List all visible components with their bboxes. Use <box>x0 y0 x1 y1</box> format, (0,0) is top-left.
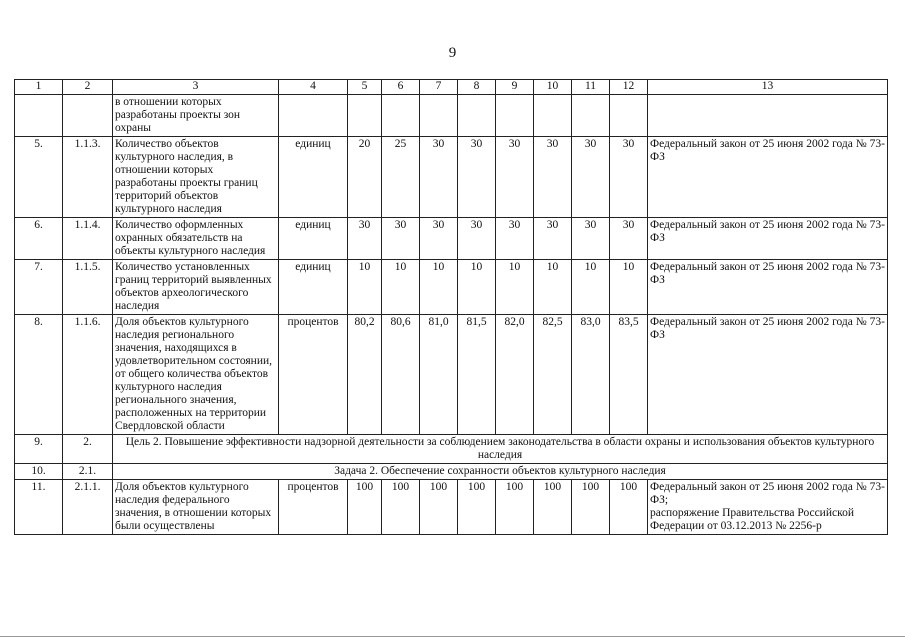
legal-basis: Федеральный закон от 25 июня 2002 года № 73-ФЗ <box>648 260 888 315</box>
value-cell: 82,5 <box>534 315 572 435</box>
value-cell: 100 <box>496 480 534 535</box>
value-cell: 10 <box>420 260 458 315</box>
value-cell: 30 <box>382 218 420 260</box>
header-cell: 3 <box>113 80 279 95</box>
indicator-name: Доля объектов культурного наследия регионального значения, находящихся в удовлетворительном состоянии, от общего количества объектов культурного наследия регионального значения, расположенных на территории Свердловской области <box>113 315 279 435</box>
value-cell: 100 <box>610 480 648 535</box>
header-row <box>15 80 888 95</box>
row-code: 2. <box>63 435 113 464</box>
indicator-name: Количество оформленных охранных обязательств на объекты культурного наследия <box>113 218 279 260</box>
header-cell: 7 <box>420 80 458 95</box>
header-cell: 1 <box>15 80 63 95</box>
header-cell: 6 <box>382 80 420 95</box>
task-row <box>15 464 888 480</box>
value-cell: 30 <box>534 218 572 260</box>
row-code: 2.1. <box>63 464 113 480</box>
value-cell: 10 <box>534 260 572 315</box>
value-cell: 82,0 <box>496 315 534 435</box>
value-cell: 10 <box>458 260 496 315</box>
row-code: 1.1.6. <box>63 315 113 435</box>
value-cell: 100 <box>534 480 572 535</box>
value-cell: 30 <box>348 218 382 260</box>
header-cell: 2 <box>63 80 113 95</box>
header-cell: 13 <box>648 80 888 95</box>
indicator-name: Доля объектов культурного наследия федерального значения, в отношении которых были осуществлены <box>113 480 279 535</box>
unit-cell: единиц <box>279 260 348 315</box>
row-number: 8. <box>15 315 63 435</box>
goal-text: Цель 2. Повышение эффективности надзорной деятельности за соблюдением законодательства в области охраны и использования объектов культурного наследия <box>113 435 888 464</box>
value-cell: 25 <box>382 137 420 218</box>
table-row <box>15 137 888 218</box>
goal-row <box>15 435 888 464</box>
row-code: 2.1.1. <box>63 480 113 535</box>
value-cell: 81,0 <box>420 315 458 435</box>
legal-basis-line: Федеральный закон от 25 июня 2002 года № 73-ФЗ; <box>650 481 885 506</box>
value-cell: 30 <box>534 137 572 218</box>
header-cell: 11 <box>572 80 610 95</box>
header-cell: 8 <box>458 80 496 95</box>
value-cell: 30 <box>458 137 496 218</box>
value-cell: 10 <box>572 260 610 315</box>
header-cell: 10 <box>534 80 572 95</box>
legal-basis: Федеральный закон от 25 июня 2002 года № 73-ФЗ <box>648 218 888 260</box>
row-number: 5. <box>15 137 63 218</box>
unit-cell: процентов <box>279 480 348 535</box>
table-row <box>15 315 888 435</box>
row-code: 1.1.3. <box>63 137 113 218</box>
legal-basis: Федеральный закон от 25 июня 2002 года № 73-ФЗ <box>648 137 888 218</box>
header-cell: 9 <box>496 80 534 95</box>
value-cell: 100 <box>572 480 610 535</box>
value-cell: 30 <box>610 218 648 260</box>
indicator-name: в отношении которых разработаны проекты зон охраны <box>113 95 279 137</box>
value-cell: 30 <box>572 137 610 218</box>
page-number: 9 <box>448 45 457 61</box>
value-cell: 100 <box>458 480 496 535</box>
value-cell: 10 <box>382 260 420 315</box>
legal-basis <box>648 480 888 535</box>
value-cell: 20 <box>348 137 382 218</box>
page-bottom-edge <box>0 636 905 637</box>
value-cell: 80,2 <box>348 315 382 435</box>
header-cell: 12 <box>610 80 648 95</box>
row-number: 7. <box>15 260 63 315</box>
indicator-name: Количество установленных границ территорий выявленных объектов археологического наследия <box>113 260 279 315</box>
value-cell: 100 <box>382 480 420 535</box>
header-cell: 5 <box>348 80 382 95</box>
value-cell: 10 <box>348 260 382 315</box>
value-cell: 10 <box>610 260 648 315</box>
value-cell: 100 <box>420 480 458 535</box>
value-cell: 30 <box>420 137 458 218</box>
value-cell: 30 <box>496 218 534 260</box>
row-number: 9. <box>15 435 63 464</box>
indicators-table <box>14 79 888 535</box>
value-cell: 81,5 <box>458 315 496 435</box>
value-cell: 30 <box>610 137 648 218</box>
unit-cell: единиц <box>279 137 348 218</box>
unit-cell: единиц <box>279 218 348 260</box>
table-row <box>15 218 888 260</box>
header-cell: 4 <box>279 80 348 95</box>
task-text: Задача 2. Обеспечение сохранности объектов культурного наследия <box>113 464 888 480</box>
row-code: 1.1.5. <box>63 260 113 315</box>
legal-basis-line: распоряжение Правительства Российской Федерации от 03.12.2013 № 2256-р <box>650 507 855 532</box>
table-row-continuation <box>15 95 888 137</box>
row-number: 10. <box>15 464 63 480</box>
row-number: 6. <box>15 218 63 260</box>
value-cell: 100 <box>348 480 382 535</box>
value-cell: 30 <box>496 137 534 218</box>
row-code: 1.1.4. <box>63 218 113 260</box>
value-cell: 30 <box>420 218 458 260</box>
table-row <box>15 480 888 535</box>
value-cell: 83,5 <box>610 315 648 435</box>
value-cell: 80,6 <box>382 315 420 435</box>
value-cell: 83,0 <box>572 315 610 435</box>
value-cell: 30 <box>458 218 496 260</box>
value-cell: 30 <box>572 218 610 260</box>
row-number: 11. <box>15 480 63 535</box>
table-row <box>15 260 888 315</box>
legal-basis: Федеральный закон от 25 июня 2002 года № 73-ФЗ <box>648 315 888 435</box>
indicator-name: Количество объектов культурного наследия, в отношении которых разработаны проекты границ территорий объектов культурного наследия <box>113 137 279 218</box>
value-cell: 10 <box>496 260 534 315</box>
unit-cell: процентов <box>279 315 348 435</box>
